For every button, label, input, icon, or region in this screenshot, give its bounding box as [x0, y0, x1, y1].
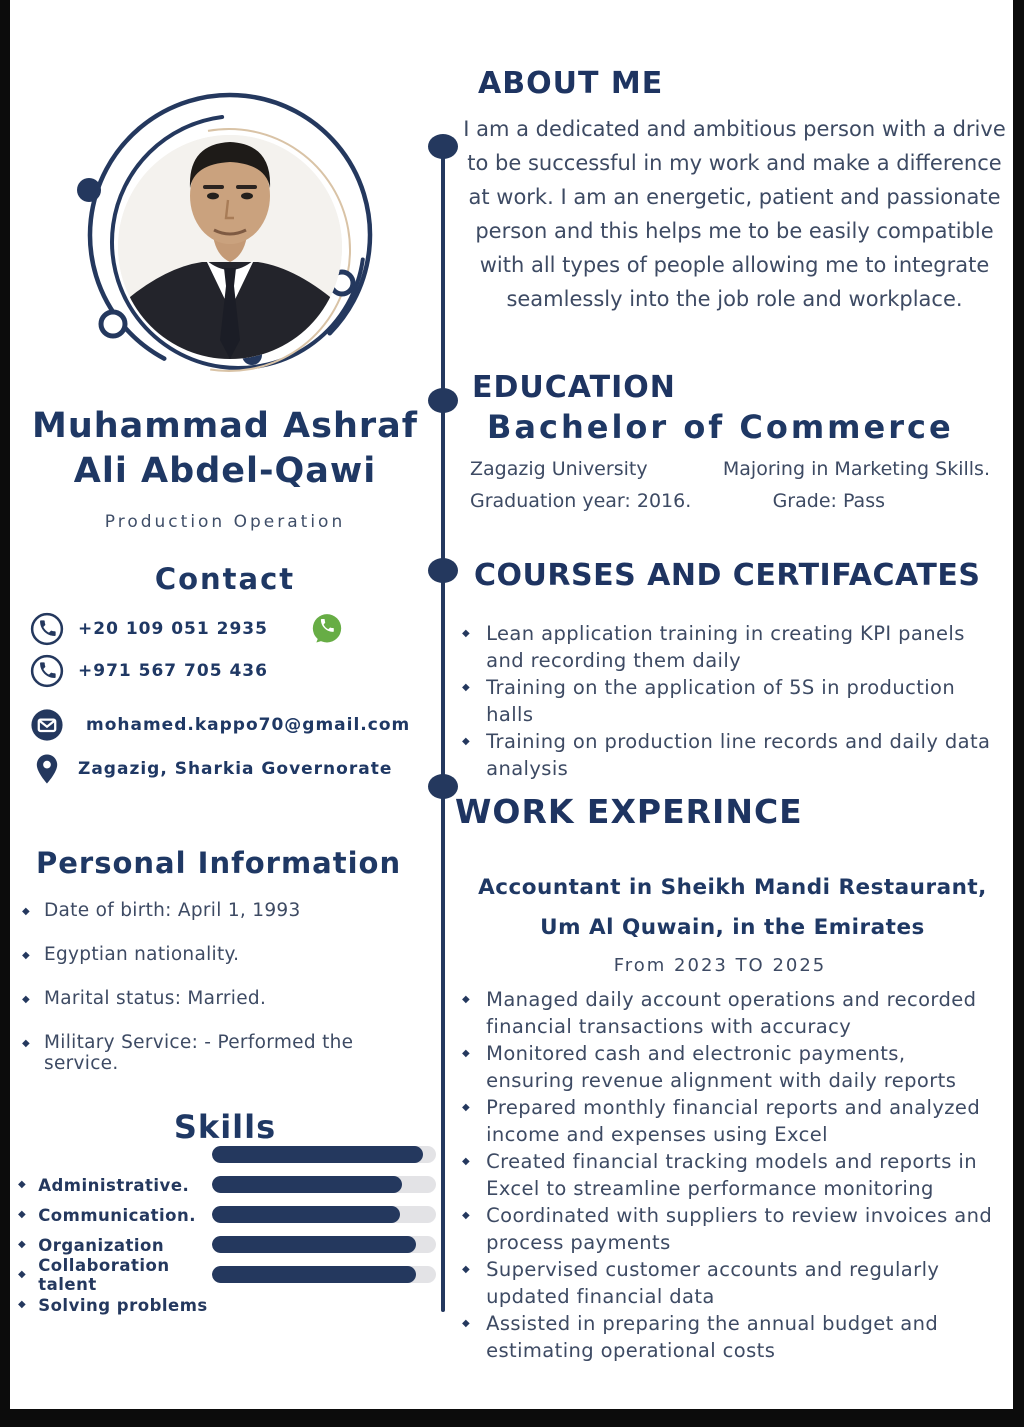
education-grade: Grade: Pass	[772, 490, 885, 512]
phone-icon	[30, 654, 64, 688]
diamond-bullet: ◆	[462, 1318, 471, 1329]
diamond-bullet: ◆	[462, 1264, 471, 1275]
contact-list	[30, 612, 440, 796]
location-pin-icon	[30, 752, 64, 786]
diamond-bullet: ◆	[462, 994, 471, 1005]
education-row	[470, 458, 990, 480]
skill-bar-track	[212, 1236, 436, 1253]
education-graduation: Graduation year: 2016.	[470, 490, 692, 512]
personal-info-text: Marital status: Married.	[44, 988, 267, 1009]
diamond-bullet: ◆	[22, 906, 30, 917]
personal-info-item	[22, 944, 432, 968]
personal-info-heading: Personal Information	[36, 846, 402, 880]
diamond-bullet: ◆	[18, 1209, 27, 1220]
skill-label	[18, 1170, 218, 1200]
diamond-bullet: ◆	[462, 628, 471, 639]
diamond-bullet: ◆	[462, 1102, 471, 1113]
work-duty-text: Prepared monthly financial reports and analyzed income and expenses using Excel	[486, 1096, 981, 1146]
candidate-role: Production Operation	[104, 512, 346, 532]
work-job-title-line1: Accountant in Sheikh Mandi Restaurant,	[478, 875, 987, 900]
course-item	[462, 728, 992, 782]
work-duty-text: Supervised customer accounts and regularly updated financial data	[486, 1258, 940, 1308]
work-duty-item	[462, 1310, 997, 1364]
skill-label	[18, 1256, 218, 1294]
personal-info-text: Date of birth: April 1, 1993	[44, 900, 301, 921]
skill-bar-track	[212, 1146, 436, 1163]
skill-bar-fill	[212, 1236, 416, 1253]
profile-photo	[62, 72, 402, 402]
skill-label-text: Collaboration talent	[38, 1256, 170, 1294]
work-duty-item	[462, 1094, 997, 1148]
work-duty-item	[462, 1148, 997, 1202]
whatsapp-icon	[310, 612, 344, 646]
education-row	[470, 490, 990, 512]
skills-bar-list	[212, 1146, 436, 1296]
diamond-bullet: ◆	[22, 1038, 30, 1049]
phone-number-1: +20 109 051 2935	[78, 619, 268, 639]
education-degree: Bachelor of Commerce	[487, 408, 954, 446]
profile-photo-frame	[62, 72, 402, 402]
personal-info-list	[22, 900, 432, 1094]
work-job-title	[455, 868, 1010, 948]
diamond-bullet: ◆	[22, 994, 30, 1005]
education-university: Zagazig University	[470, 458, 648, 480]
personal-info-text: Military Service: - Performed the service.	[44, 1032, 354, 1074]
work-experience-heading: WORK EXPERINCE	[455, 792, 803, 831]
email-icon	[30, 708, 64, 742]
diamond-bullet: ◆	[18, 1239, 27, 1250]
contact-heading: Contact	[154, 562, 296, 596]
skill-label	[18, 1200, 218, 1230]
education-major: Majoring in Marketing Skills.	[722, 458, 990, 480]
work-duty-text: Monitored cash and electronic payments, ensuring revenue alignment with daily reports	[486, 1042, 957, 1092]
page-edge-right	[1013, 0, 1024, 1427]
work-duty-text: Created financial tracking models and reports in Excel to streamline performance monitoring	[486, 1150, 977, 1200]
candidate-name-line2: Ali Abdel-Qawi	[73, 451, 377, 491]
courses-list	[462, 620, 992, 782]
candidate-name-line1: Muhammad Ashraf	[31, 406, 419, 446]
skill-bar-fill	[212, 1266, 416, 1283]
about-me-heading: ABOUT ME	[478, 66, 664, 101]
skill-bar-fill	[212, 1206, 400, 1223]
diamond-bullet: ◆	[18, 1179, 27, 1190]
personal-info-text: Egyptian nationality.	[44, 944, 240, 965]
contact-phone2-row	[30, 654, 440, 688]
location-text: Zagazig, Sharkia Governorate	[78, 759, 393, 779]
work-period: From 2023 TO 2025	[613, 955, 827, 976]
timeline-dot-about	[428, 134, 458, 159]
phone-icon	[30, 612, 64, 646]
diamond-bullet: ◆	[462, 1048, 471, 1059]
education-details	[470, 458, 990, 522]
course-text: Lean application training in creating KPI panels and recording them daily	[486, 622, 965, 672]
skill-bar-track	[212, 1206, 436, 1223]
page-edge-left	[0, 0, 10, 1427]
diamond-bullet: ◆	[22, 950, 30, 961]
skill-bar-fill	[212, 1176, 402, 1193]
work-duty-item	[462, 1256, 997, 1310]
diamond-bullet: ◆	[462, 1156, 471, 1167]
contact-phone1-row	[30, 612, 440, 646]
course-text: Training on production line records and daily data analysis	[486, 730, 991, 780]
email-address: mohamed.kappo70@gmail.com	[86, 715, 411, 735]
diamond-bullet: ◆	[462, 682, 471, 693]
work-duty-text: Assisted in preparing the annual budget and estimating operational costs	[486, 1312, 939, 1362]
diamond-bullet: ◆	[462, 736, 471, 747]
work-duty-text: Managed daily account operations and recorded financial transactions with accuracy	[486, 988, 977, 1038]
timeline-line	[441, 146, 445, 1312]
work-duty-item	[462, 986, 997, 1040]
course-item	[462, 620, 992, 674]
skill-bar-track	[212, 1176, 436, 1193]
skill-label-text: Organization	[38, 1235, 165, 1255]
page-edge-bottom	[0, 1409, 1024, 1427]
diamond-bullet: ◆	[18, 1269, 27, 1280]
skill-label-text: Solving problems	[38, 1295, 208, 1315]
personal-info-item	[22, 988, 432, 1012]
phone-number-2: +971 567 705 436	[78, 661, 268, 681]
skill-bar-track	[212, 1266, 436, 1283]
courses-heading: COURSES AND CERTIFACATES	[474, 558, 981, 593]
skill-label-text: Administrative.	[38, 1175, 190, 1195]
work-job-title-line2: Um Al Quwain, in the Emirates	[540, 915, 925, 940]
work-duty-text: Coordinated with suppliers to review invoices and process payments	[486, 1204, 993, 1254]
diamond-bullet: ◆	[18, 1299, 27, 1310]
personal-info-item	[22, 900, 432, 924]
contact-location-row	[30, 752, 440, 786]
skills-heading: Skills	[173, 1108, 277, 1146]
work-duties-list	[462, 986, 997, 1364]
education-heading: EDUCATION	[472, 370, 676, 405]
work-duty-item	[462, 1040, 997, 1094]
skills-label-list	[18, 1170, 218, 1320]
about-me-text: I am a dedicated and ambitious person with a drive to be successful in my work and make a difference at work. I am an energetic, patient and passionate person and this helps me to be easily compatible with all types of people allowing me to integrate seamlessly into the job role and workplace.	[463, 117, 1006, 311]
course-item	[462, 674, 992, 728]
skill-label-text: Communication.	[38, 1205, 196, 1225]
candidate-name	[10, 404, 440, 494]
course-text: Training on the application of 5S in production halls	[486, 676, 956, 726]
diamond-bullet: ◆	[462, 1210, 471, 1221]
skill-label	[18, 1290, 218, 1320]
skill-bar-fill	[212, 1146, 423, 1163]
contact-email-row	[30, 708, 440, 742]
work-duty-item	[462, 1202, 997, 1256]
personal-info-item	[22, 1032, 432, 1074]
